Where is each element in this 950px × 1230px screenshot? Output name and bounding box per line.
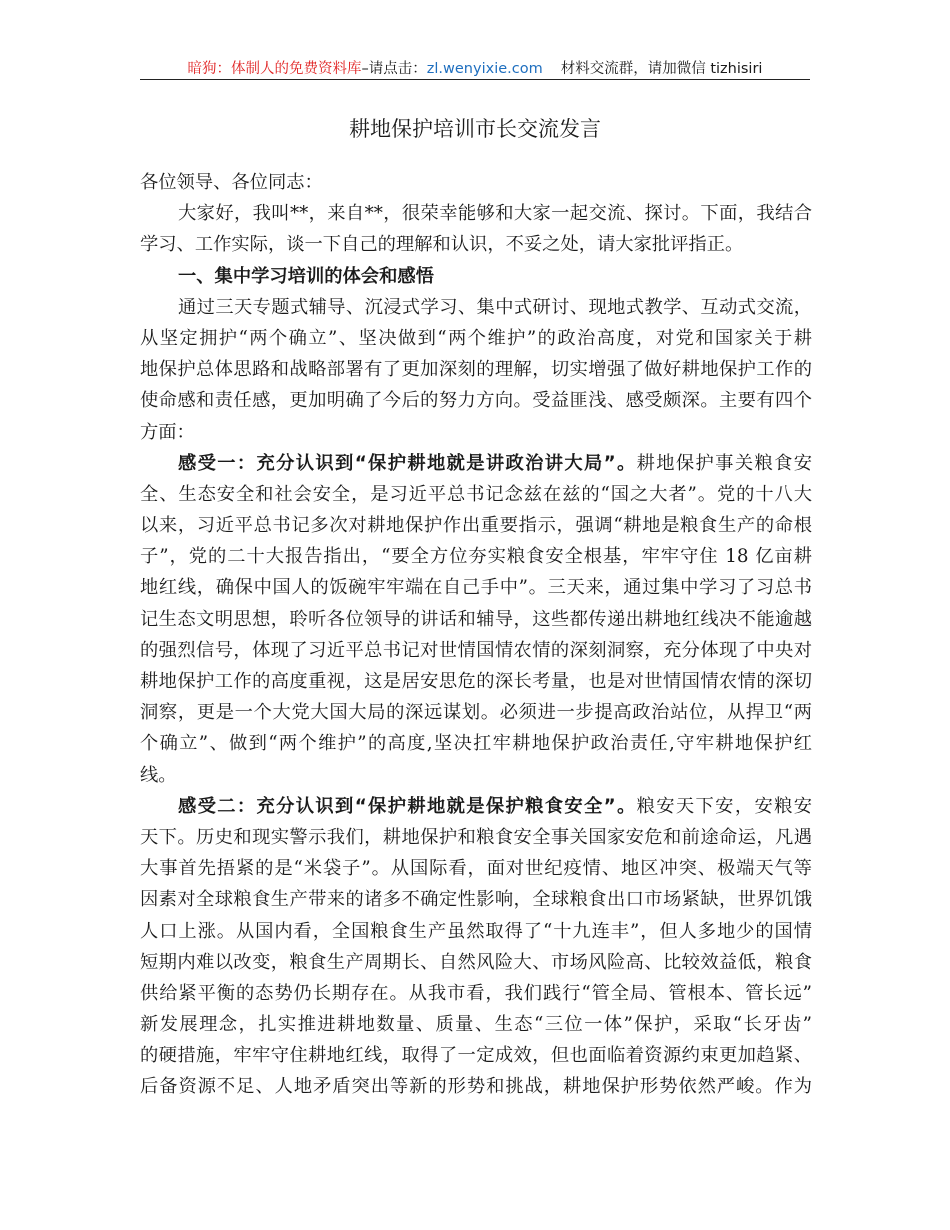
line-text: 新发展理念，扎实推进耕地数量、质量、生态“三位一体”保护，采取“长牙齿” bbox=[140, 1014, 812, 1036]
line-text: 子”，党的二十大报告指出，“要全方位夯实粮食安全根基，牢牢守住 18 亿亩耕 bbox=[140, 546, 812, 568]
line-text: 因素对全球粮食生产带来的诸多不确定性影响，全球粮食出口市场紧缺，世界饥饿 bbox=[140, 889, 812, 911]
text-line bbox=[140, 760, 812, 791]
text-line bbox=[140, 791, 812, 822]
line-text: 的硬措施，牢牢守住耕地红线，取得了一定成效，但也面临着资源约束更加趋紧、 bbox=[140, 1045, 812, 1067]
line-text: 个确立”、做到“两个维护”的高度,坚决扛牢耕地保护政治责任,守牢耕地保护红 bbox=[140, 733, 812, 755]
text-line bbox=[140, 666, 812, 697]
section-heading bbox=[140, 261, 812, 292]
text-line bbox=[140, 417, 812, 448]
line-text: 耕地保护工作的高度重视，这是居安思危的深长考量，也是对世情国情农情的深切 bbox=[140, 671, 812, 692]
line-text: 大家好，我叫**，来自**，很荣幸能够和大家一起交流、探讨。下面，我结合 bbox=[178, 203, 812, 225]
paragraph bbox=[140, 791, 812, 1103]
paragraph bbox=[140, 448, 812, 791]
paragraph bbox=[140, 292, 812, 448]
line-text: 供给紧平衡的态势仍长期存在。从我市看，我们践行“管全局、管根本、管长远” bbox=[140, 982, 812, 1004]
text-line bbox=[140, 292, 812, 323]
paragraph bbox=[140, 198, 812, 260]
paragraph bbox=[140, 167, 812, 198]
text-line bbox=[140, 916, 812, 947]
line-text: 洞察，更是一个大党大国大局的深远谋划。必须进一步提高政治站位，从捍卫“两 bbox=[140, 702, 812, 724]
text-line bbox=[140, 853, 812, 884]
line-text: 学习、工作实际，谈一下自己的理解和认识，不妥之处，请大家批评指正。 bbox=[140, 234, 744, 256]
line-text: 方面： bbox=[140, 421, 195, 443]
line-text: 通过三天专题式辅导、沉浸式学习、集中式研讨、现地式教学、互动式交流， bbox=[178, 296, 812, 318]
page-header bbox=[140, 57, 810, 80]
document-body bbox=[140, 167, 812, 1103]
line-text: 耕地保护事关粮食安 bbox=[636, 452, 812, 474]
text-line bbox=[140, 541, 812, 572]
text-line bbox=[140, 354, 812, 385]
line-text: 地保护总体思路和战略部署有了更加深刻的理解，切实增强了做好耕地保护工作的 bbox=[140, 359, 812, 381]
document-title: 耕地保护培训市长交流发言 bbox=[349, 117, 601, 141]
text-line bbox=[140, 1040, 812, 1071]
text-line bbox=[140, 385, 812, 416]
paragraph-lead: 感受二：充分认识到“保护耕地就是保护粮食安全”。 bbox=[178, 795, 637, 817]
text-line bbox=[140, 198, 812, 229]
text-line bbox=[140, 822, 812, 853]
line-text: 地红线，确保中国人的饭碗牢牢端在自己手中”。三天来，通过集中学习了习总书 bbox=[140, 577, 812, 599]
line-text: 后备资源不足、人地矛盾突出等新的形势和挑战，耕地保护形势依然严峻。作为 bbox=[140, 1076, 812, 1098]
header-link[interactable]: zl.wenyixie.com bbox=[426, 61, 543, 77]
text-line bbox=[140, 884, 812, 915]
text-line bbox=[140, 635, 812, 666]
text-line bbox=[140, 697, 812, 728]
line-text: 大事首先捂紧的是“米袋子”。从国际看，面对世纪疫情、地区冲突、极端天气等 bbox=[140, 858, 812, 880]
text-line bbox=[140, 978, 812, 1009]
text-line bbox=[140, 1071, 812, 1102]
text-line bbox=[140, 448, 812, 479]
line-text: 记生态文明思想，聆听各位领导的讲话和辅导，这些都传递出耕地红线决不能逾越 bbox=[140, 608, 812, 630]
line-text: 天下。历史和现实警示我们，耕地保护和粮食安全事关国家安危和前途命运，凡遇 bbox=[140, 826, 812, 848]
text-line bbox=[140, 947, 812, 978]
line-text: 人口上涨。从国内看，全国粮食生产虽然取得了“十九连丰”，但人多地少的国情 bbox=[140, 920, 812, 942]
line-text: 以来，习近平总书记多次对耕地保护作出重要指示，强调“耕地是粮食生产的命根 bbox=[140, 515, 812, 537]
line-text: 各位领导、各位同志： bbox=[140, 172, 323, 193]
header-promo: 暗狗：体制人的免费资料库 bbox=[187, 61, 362, 77]
text-line bbox=[140, 1009, 812, 1040]
line-text: 粮安天下安，安粮安 bbox=[636, 795, 812, 817]
line-text: 的强烈信号，体现了习近平总书记对世情国情农情的深刻洞察，充分体现了中央对 bbox=[140, 639, 812, 661]
line-text: 使命感和责任感，更加明确了今后的努力方向。受益匪浅、感受颇深。主要有四个 bbox=[140, 390, 812, 412]
text-line bbox=[140, 229, 812, 260]
line-text: 全、生态安全和社会安全，是习近平总书记念兹在兹的“国之大者”。党的十八大 bbox=[140, 483, 812, 505]
text-line bbox=[140, 167, 812, 198]
line-text: 短期内难以改变，粮食生产周期长、自然风险大、市场风险高、比较效益低，粮食 bbox=[140, 951, 812, 973]
line-text: 一、集中学习培训的体会和感悟 bbox=[178, 265, 434, 287]
line-text: 从坚定拥护“两个确立”、坚决做到“两个维护”的政治高度，对党和国家关于耕 bbox=[140, 327, 812, 349]
text-line bbox=[140, 323, 812, 354]
text-line bbox=[140, 572, 812, 603]
text-line bbox=[140, 479, 812, 510]
header-click-label: –请点击： bbox=[361, 61, 427, 77]
line-text: 线。 bbox=[140, 764, 177, 786]
text-line bbox=[140, 510, 812, 541]
paragraph-lead: 感受一：充分认识到“保护耕地就是讲政治讲大局”。 bbox=[178, 452, 637, 474]
text-line bbox=[140, 604, 812, 635]
text-line bbox=[140, 261, 812, 292]
text-line bbox=[140, 728, 812, 759]
header-group-note: 材料交流群，请加微信 tizhisiri bbox=[560, 61, 763, 77]
